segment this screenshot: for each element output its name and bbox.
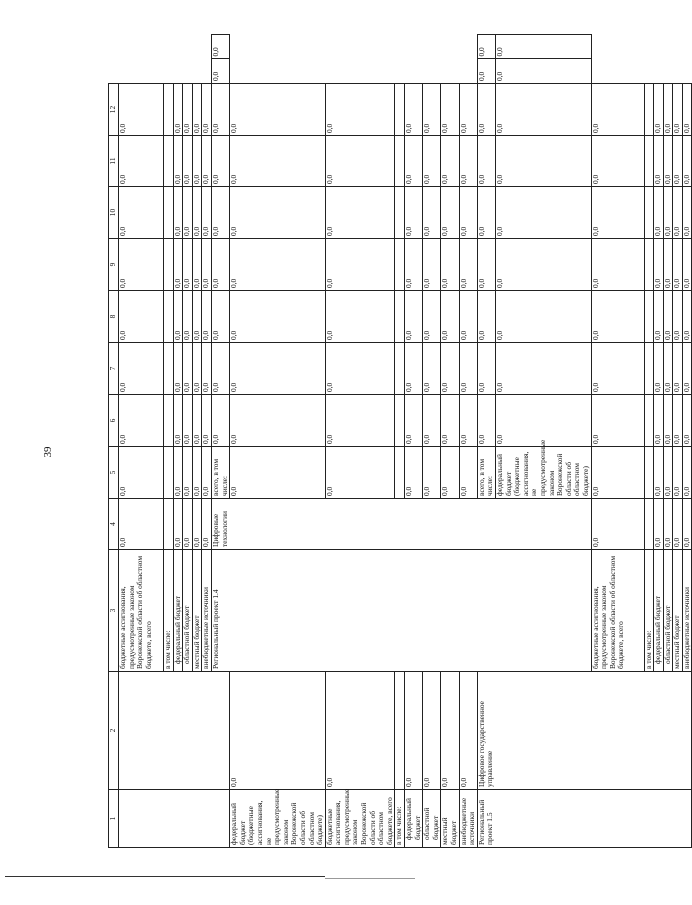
value-cell: 0,0 [423,291,441,343]
value-cell: 0,0 [663,291,673,343]
value-cell: 0,0 [459,291,477,343]
value-cell: 0,0 [202,343,212,395]
value-cell: 0,0 [230,291,326,343]
value-cell: 0,0 [663,239,673,291]
value-cell: 0,0 [405,343,423,395]
header-cell: 11 [109,136,119,187]
value-cell: 0,0 [230,239,326,291]
value-cell: 0,0 [405,239,423,291]
value-cell: 0,0 [192,395,202,447]
header-cell: 7 [109,343,119,395]
value-cell: 0,0 [673,136,683,187]
value-cell: 0,0 [654,395,664,447]
value-cell: 0,0 [405,84,423,136]
value-cell: 0,0 [119,187,164,239]
value-cell: 0,0 [682,136,692,187]
page-number: 39 [42,446,54,458]
value-cell: 0,0 [173,395,183,447]
bottom-rule [5,876,325,877]
value-cell: 0,0 [192,84,202,136]
value-cell: 0,0 [192,239,202,291]
value-cell: 0,0 [654,447,664,499]
value-cell: 0,0 [230,672,326,790]
value-cell: 0,0 [495,84,591,136]
header-cell: 1 [109,790,119,848]
value-cell: 0,0 [673,343,683,395]
value-cell: 0,0 [183,187,193,239]
value-cell: 0,0 [441,395,459,447]
value-cell: 0,0 [459,343,477,395]
value-cell: 0,0 [405,136,423,187]
row-label: местный бюджет [673,550,683,672]
row-label: федеральный бюджет (бюджетные ассигнования, не предусмотренные законом Воронежской области об областном бюджете) [495,447,591,499]
value-cell: 0,0 [183,499,193,550]
value-cell: 0,0 [477,291,495,343]
row-label: внебюджетные источники [459,790,477,848]
value-cell: 0,0 [459,136,477,187]
value-cell: 0,0 [495,136,591,187]
value-cell: 0,0 [495,187,591,239]
value-cell: 0,0 [423,395,441,447]
value-cell: 0,0 [119,499,164,550]
rotated-table-container [108,34,691,848]
value-cell: 0,0 [459,187,477,239]
header-cell: 4 [109,499,119,550]
value-cell: 0,0 [119,84,164,136]
header-cell: 5 [109,447,119,499]
value-cell: 0,0 [663,395,673,447]
value-cell: 0,0 [183,291,193,343]
value-cell: 0,0 [119,447,164,499]
value-cell: 0,0 [405,291,423,343]
value-cell: 0,0 [591,291,644,343]
value-cell: 0,0 [325,84,395,136]
value-cell: 0,0 [202,499,212,550]
header-cell: 3 [109,550,119,672]
value-cell: 0,0 [202,187,212,239]
value-cell: 0,0 [654,343,664,395]
value-cell: 0,0 [211,136,229,187]
value-cell: 0,0 [423,343,441,395]
value-cell: 0,0 [682,499,692,550]
value-cell: 0,0 [663,136,673,187]
value-cell: 0,0 [477,343,495,395]
row-label: областной бюджет [663,550,673,672]
value-cell: 0,0 [495,59,591,84]
value-cell: 0,0 [591,499,644,550]
value-cell: 0,0 [441,291,459,343]
value-cell: 0,0 [173,187,183,239]
value-cell: 0,0 [230,343,326,395]
value-cell: 0,0 [211,291,229,343]
value-cell: 0,0 [682,239,692,291]
row-label: федеральный бюджет (бюджетные ассигнования, не предусмотренные законом Воронежской области об областном бюджете) [230,790,326,848]
value-cell: 0,0 [211,59,229,84]
value-cell: 0,0 [405,672,423,790]
row-label: федеральный бюджет [405,790,423,848]
value-cell: 0,0 [682,187,692,239]
value-cell: 0,0 [423,187,441,239]
value-cell: 0,0 [183,395,193,447]
value-cell: 0,0 [654,187,664,239]
value-cell: 0,0 [230,187,326,239]
header-cell: 6 [109,395,119,447]
value-cell: 0,0 [495,35,591,60]
row-label: местный бюджет [192,550,202,672]
value-cell: 0,0 [211,239,229,291]
value-cell: 0,0 [325,343,395,395]
project-code-cell: Региональный проект 1.4 [211,550,591,672]
value-cell: 0,0 [654,239,664,291]
row-label: федеральный бюджет [654,550,664,672]
value-cell: 0,0 [663,187,673,239]
row-label: в том числе: [164,550,174,672]
bottom-rule-faint [325,878,415,879]
value-cell: 0,0 [654,136,664,187]
value-cell: 0,0 [495,395,591,447]
value-cell: 0,0 [682,447,692,499]
value-cell: 0,0 [682,84,692,136]
value-cell: 0,0 [441,239,459,291]
value-cell: 0,0 [654,291,664,343]
value-cell: 0,0 [202,84,212,136]
value-cell: 0,0 [459,672,477,790]
value-cell: 0,0 [591,343,644,395]
value-cell: 0,0 [119,291,164,343]
project-name-cell: Цифровые технологии [211,499,591,550]
value-cell: 0,0 [192,343,202,395]
value-cell: 0,0 [325,239,395,291]
project-code-cell [119,790,230,848]
value-cell: 0,0 [173,239,183,291]
value-cell: 0,0 [119,343,164,395]
value-cell: 0,0 [183,239,193,291]
value-cell: 0,0 [477,395,495,447]
value-cell: 0,0 [325,187,395,239]
value-cell: 0,0 [459,395,477,447]
table-body [119,35,692,848]
value-cell: 0,0 [183,136,193,187]
value-cell: 0,0 [663,499,673,550]
row-label: бюджетные ассигнования, предусмотренные законом Воронежской области об областном бюджете, всего [591,550,644,672]
row-label: всего, в том числе: [211,447,229,499]
value-cell: 0,0 [682,395,692,447]
value-cell: 0,0 [230,395,326,447]
value-cell: 0,0 [477,35,495,60]
row-label: местный бюджет [441,790,459,848]
value-cell: 0,0 [183,447,193,499]
value-cell: 0,0 [477,84,495,136]
value-cell: 0,0 [663,447,673,499]
budget-table [108,34,692,848]
project-name-cell: Цифровое государственное управление [477,672,692,790]
value-cell: 0,0 [183,84,193,136]
row-label: областной бюджет [423,790,441,848]
value-cell: 0,0 [173,136,183,187]
project-name-cell [119,672,230,790]
project-code-cell: Региональный проект 1.5 [477,790,692,848]
value-cell: 0,0 [682,291,692,343]
value-cell: 0,0 [441,187,459,239]
value-cell: 0,0 [477,136,495,187]
value-cell: 0,0 [441,84,459,136]
value-cell: 0,0 [459,239,477,291]
value-cell: 0,0 [682,343,692,395]
value-cell: 0,0 [591,447,644,499]
value-cell: 0,0 [211,35,229,60]
value-cell: 0,0 [423,672,441,790]
value-cell: 0,0 [673,239,683,291]
value-cell: 0,0 [119,136,164,187]
row-label: бюджетные ассигнования, предусмотренные законом Воронежской области об областном бюджете, всего [325,790,395,848]
value-cell: 0,0 [173,499,183,550]
value-cell: 0,0 [173,343,183,395]
value-cell: 0,0 [591,136,644,187]
header-cell: 12 [109,84,119,136]
value-cell: 0,0 [183,343,193,395]
value-cell: 0,0 [423,239,441,291]
value-cell: 0,0 [211,84,229,136]
value-cell: 0,0 [477,239,495,291]
value-cell: 0,0 [423,84,441,136]
value-cell: 0,0 [441,343,459,395]
value-cell: 0,0 [230,136,326,187]
value-cell: 0,0 [441,136,459,187]
row-label: всего, в том числе: [477,447,495,499]
value-cell: 0,0 [202,239,212,291]
value-cell: 0,0 [654,499,664,550]
value-cell: 0,0 [192,136,202,187]
value-cell: 0,0 [325,395,395,447]
value-cell: 0,0 [192,499,202,550]
header-cell: 10 [109,187,119,239]
row-label: в том числе: [395,790,405,848]
value-cell: 0,0 [230,84,326,136]
value-cell: 0,0 [325,291,395,343]
header-cell: 9 [109,239,119,291]
value-cell: 0,0 [173,291,183,343]
header-cell: 2 [109,672,119,790]
value-cell: 0,0 [211,343,229,395]
value-cell: 0,0 [495,343,591,395]
value-cell: 0,0 [495,291,591,343]
value-cell: 0,0 [673,187,683,239]
value-cell: 0,0 [673,447,683,499]
value-cell: 0,0 [459,84,477,136]
row-label: областной бюджет [183,550,193,672]
value-cell: 0,0 [202,447,212,499]
value-cell: 0,0 [591,239,644,291]
value-cell: 0,0 [673,291,683,343]
value-cell: 0,0 [459,447,477,499]
value-cell: 0,0 [495,239,591,291]
row-label: внебюджетные источники [682,550,692,672]
value-cell: 0,0 [673,395,683,447]
value-cell: 0,0 [477,59,495,84]
value-cell: 0,0 [192,187,202,239]
value-cell: 0,0 [119,239,164,291]
value-cell: 0,0 [591,84,644,136]
value-cell: 0,0 [202,395,212,447]
value-cell: 0,0 [477,187,495,239]
value-cell: 0,0 [325,136,395,187]
value-cell: 0,0 [423,136,441,187]
value-cell: 0,0 [211,187,229,239]
value-cell: 0,0 [663,343,673,395]
value-cell: 0,0 [325,672,395,790]
value-cell: 0,0 [119,395,164,447]
value-cell: 0,0 [325,447,395,499]
value-cell: 0,0 [405,187,423,239]
header-cell: 8 [109,291,119,343]
value-cell: 0,0 [211,395,229,447]
value-cell: 0,0 [192,291,202,343]
row-label: бюджетные ассигнования, предусмотренные законом Воронежской области об областном бюджете, всего [119,550,164,672]
row-label: внебюджетные источники [202,550,212,672]
value-cell: 0,0 [673,499,683,550]
value-cell: 0,0 [654,84,664,136]
value-cell: 0,0 [441,447,459,499]
value-cell: 0,0 [441,672,459,790]
value-cell: 0,0 [202,136,212,187]
value-cell: 0,0 [663,84,673,136]
value-cell: 0,0 [423,447,441,499]
value-cell: 0,0 [405,447,423,499]
value-cell: 0,0 [173,84,183,136]
value-cell: 0,0 [192,447,202,499]
value-cell: 0,0 [202,291,212,343]
value-cell: 0,0 [591,187,644,239]
value-cell: 0,0 [673,84,683,136]
value-cell: 0,0 [405,395,423,447]
value-cell: 0,0 [230,447,326,499]
row-label: федеральный бюджет [173,550,183,672]
value-cell: 0,0 [173,447,183,499]
table-header [109,35,119,848]
value-cell: 0,0 [591,395,644,447]
row-label: в том числе: [644,550,654,672]
